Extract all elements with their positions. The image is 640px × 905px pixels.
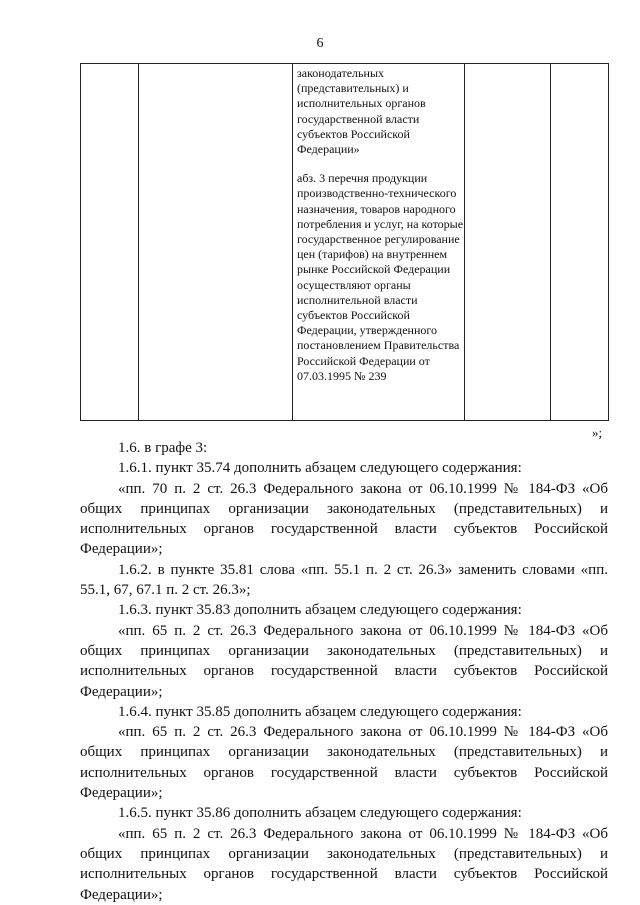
- document-body: [80, 438, 608, 905]
- amendment-paragraph: 1.6.3. пункт 35.83 дополнить абзацем следующего содержания:: [118, 602, 522, 619]
- table-cell-text: [293, 64, 464, 384]
- table-cell-col-2: [139, 64, 293, 421]
- table-cell-paragraph: абз. 3 перечня продукции производственно-технического назначения, товаров народного потребления и услуг, на которые государственное регулирование цен (тарифов) на внутреннем рынке Российской Федерации осуществляют органы исполнительной власти субъектов Российской Федерации, утвержденного постановлением Правительства Российской Федерации от 07.03.1995 № 239: [297, 171, 464, 383]
- table-cell-col-5: [551, 64, 609, 421]
- table-cell-paragraph: законодательных (представительных) и исполнительных органов государственной власти субъектов Российской Федерации»: [297, 66, 426, 157]
- amendment-paragraph: 1.6.4. пункт 35.85 дополнить абзацем следующего содержания:: [118, 703, 522, 720]
- amendment-paragraph: «пп. 70 п. 2 ст. 26.3 Федерального закона от 06.10.1999 № 184-ФЗ «Об общих принципах организации законодательных (представительных) и исполнительных органов государственной власти субъектов Российской Федерации»;: [80, 480, 608, 558]
- table-row: [81, 64, 609, 421]
- table-closing-quote: »;: [592, 425, 603, 440]
- amendment-paragraph: 1.6.2. в пункте 35.81 слова «пп. 55.1 п. 2 ст. 26.3» заменить словами «пп. 55.1, 67, 67.1 п. 2 ст. 26.3»;: [80, 561, 608, 599]
- table-cell-col-4: [465, 64, 551, 421]
- amendment-paragraph: «пп. 65 п. 2 ст. 26.3 Федерального закона от 06.10.1999 № 184-ФЗ «Об общих принципах организации законодательных (представительных) и исполнительных органов государственной власти субъектов Российской Федерации»;: [80, 622, 608, 700]
- amendment-paragraph: 1.6.5. пункт 35.86 дополнить абзацем следующего содержания:: [118, 805, 522, 822]
- amendment-paragraph: 1.6.1. пункт 35.74 дополнить абзацем следующего содержания:: [118, 460, 522, 477]
- table-cell-col-1: [81, 64, 139, 421]
- document-table: [80, 63, 609, 421]
- table-cell-col-3: [293, 64, 465, 421]
- section-heading: 1.6. в графе 3:: [118, 440, 208, 456]
- page-number: 6: [316, 36, 324, 51]
- amendment-paragraph: «пп. 65 п. 2 ст. 26.3 Федерального закона от 06.10.1999 № 184-ФЗ «Об общих принципах организации законодательных (представительных) и исполнительных органов государственной власти субъектов Российской Федерации»;: [80, 825, 608, 903]
- amendment-paragraph: «пп. 65 п. 2 ст. 26.3 Федерального закона от 06.10.1999 № 184-ФЗ «Об общих принципах организации законодательных (представительных) и исполнительных органов государственной власти субъектов Российской Федерации»;: [80, 724, 608, 802]
